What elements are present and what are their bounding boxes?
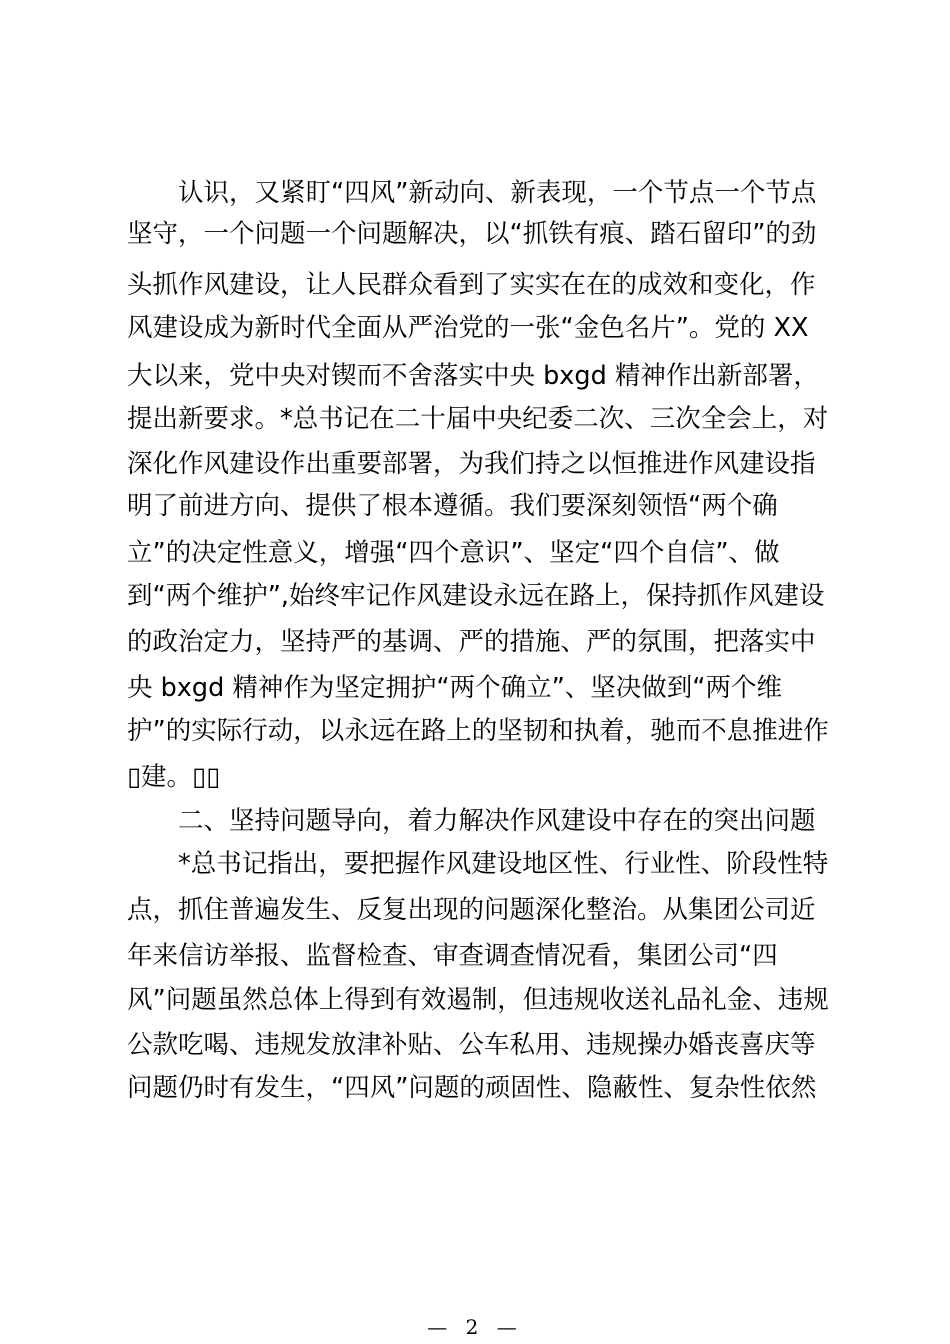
paragraph-line: 问题仍时有发生，“四风”问题的顽固性、隐蔽性、复杂性依然 <box>127 1073 817 1103</box>
paragraph-line: 立”的决定性意义，增强“四个意识”、坚定“四个自信”、做 <box>127 538 780 568</box>
section-heading: 二、坚持问题导向，着力解决作风建设中存在的突出问题 <box>178 806 816 836</box>
paragraph-line: 央 bxgd 精神作为坚定拥护“两个确立”、坚决做到“两个维 <box>127 673 782 703</box>
paragraph-line: 年来信访举报、监督检查、审查调查情况看，集团公司“四 <box>127 941 778 971</box>
paragraph-line: 深化作风建设作出重要部署，为我们持之以恒推进作风建设指 <box>127 449 816 479</box>
paragraph-line: 大以来，党中央对锲而不舍落实中央 bxgd 精神作出新部署， <box>127 361 819 391</box>
paragraph-line: 风”问题虽然总体上得到有效遏制，但违规收送礼品礼金、违规 <box>127 985 829 1015</box>
paragraph-line: *总书记指出，要把握作风建设地区性、行业性、阶段性特 <box>178 849 829 879</box>
paragraph-line: 的政治定力，坚持严的基调、严的措施、严的氛围，把落实中 <box>127 627 816 657</box>
paragraph-line: 护”的实际行动，以永远在路上的坚韧和执着，驰而不息推进作 <box>127 716 829 746</box>
paragraph-line: 点，抓住普遍发生、反复出现的问题深化整治。从集团公司近 <box>127 895 816 925</box>
paragraph-line: 提出新要求。*总书记在二十届中央纪委二次、三次全会上，对 <box>127 404 829 434</box>
paragraph-line: 认识，又紧盯“四风”新动向、新表现，一个节点一个节点 <box>178 178 817 208</box>
paragraph-line: 明了前进方向、提供了根本遵循。我们要深刻领悟“两个确 <box>127 491 778 521</box>
page-number: — 2 — <box>427 1315 523 1339</box>
paragraph-line: ▯建。▯▯ <box>127 762 221 792</box>
paragraph-line: 风建设成为新时代全面从严治党的一张“金色名片”。党的 XX <box>127 313 809 343</box>
paragraph-line: 坚守，一个问题一个问题解决，以“抓铁有痕、踏石留印”的劲 <box>127 219 817 249</box>
paragraph-line: 公款吃喝、违规发放津补贴、公车私用、违规操办婚丧喜庆等 <box>127 1030 816 1060</box>
paragraph-line: 头抓作风建设，让人民群众看到了实实在在的成效和变化，作 <box>127 270 816 300</box>
paragraph-line: 到“两个维护”,始终牢记作风建设永远在路上，保持抓作风建设 <box>127 581 825 611</box>
